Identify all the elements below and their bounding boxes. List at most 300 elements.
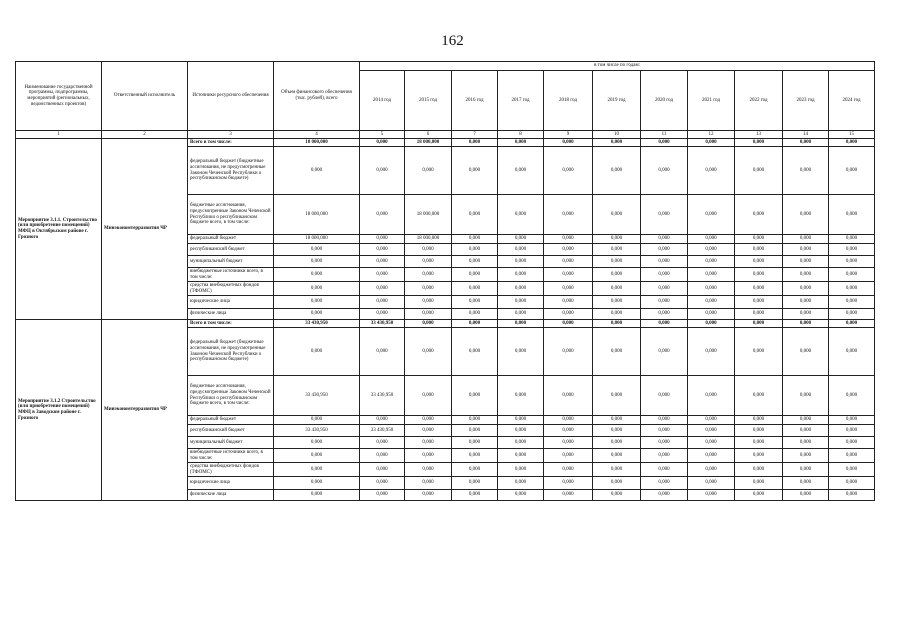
year-amount: 0,000 bbox=[405, 416, 452, 425]
year-amount: 0,000 bbox=[544, 425, 593, 437]
total-amount: 0,000 bbox=[274, 244, 360, 256]
year-amount: 0,000 bbox=[405, 376, 452, 416]
year-amount: 0,000 bbox=[783, 195, 829, 235]
year-amount: 0,000 bbox=[498, 376, 544, 416]
total-amount: 0,000 bbox=[274, 309, 360, 320]
year-amount: 0,000 bbox=[452, 309, 498, 320]
year-amount: 0,000 bbox=[735, 425, 783, 437]
year-amount: 0,000 bbox=[735, 244, 783, 256]
year-amount: 0,000 bbox=[783, 268, 829, 282]
year-amount: 0,000 bbox=[783, 139, 829, 147]
year-amount: 0,000 bbox=[544, 437, 593, 449]
total-amount: 18 000,000 bbox=[274, 235, 360, 244]
year-amount: 0,000 bbox=[783, 490, 829, 501]
financing-table bbox=[15, 61, 875, 501]
year-amount: 0,000 bbox=[735, 147, 783, 195]
header-year: 2017 год bbox=[498, 71, 544, 131]
year-amount: 0,000 bbox=[544, 416, 593, 425]
year-amount: 0,000 bbox=[735, 309, 783, 320]
header-year: 2023 год bbox=[783, 71, 829, 131]
funding-source: муниципальный бюджет bbox=[188, 437, 274, 449]
year-amount: 0,000 bbox=[829, 490, 875, 501]
year-amount: 0,000 bbox=[829, 139, 875, 147]
year-amount: 0,000 bbox=[783, 416, 829, 425]
year-amount: 0,000 bbox=[688, 296, 735, 309]
year-amount: 33 430,950 bbox=[360, 425, 405, 437]
year-amount: 0,000 bbox=[783, 244, 829, 256]
year-amount: 0,000 bbox=[544, 376, 593, 416]
year-amount: 0,000 bbox=[593, 425, 641, 437]
year-amount: 0,000 bbox=[405, 437, 452, 449]
year-amount: 0,000 bbox=[544, 320, 593, 328]
year-amount: 0,000 bbox=[360, 147, 405, 195]
year-amount: 0,000 bbox=[783, 477, 829, 490]
funding-source: Всего в том числе: bbox=[188, 320, 274, 328]
header-program: Наименование государственной программы, подпрограммы, мероприятий (региональных, ведомственных проектов) bbox=[16, 62, 102, 131]
year-amount: 0,000 bbox=[452, 296, 498, 309]
year-amount: 0,000 bbox=[829, 256, 875, 268]
year-amount: 0,000 bbox=[593, 244, 641, 256]
measure-name: Мероприятие 3.1.1. Строительство (или приобретение помещений) МФЦ в Октябрьском районе г. Грозного bbox=[16, 139, 102, 320]
year-amount: 0,000 bbox=[783, 147, 829, 195]
total-amount: 0,000 bbox=[274, 437, 360, 449]
year-amount: 0,000 bbox=[829, 437, 875, 449]
column-number: 2 bbox=[102, 131, 188, 139]
year-amount: 0,000 bbox=[452, 376, 498, 416]
year-amount: 0,000 bbox=[452, 235, 498, 244]
year-amount: 0,000 bbox=[641, 490, 688, 501]
year-amount: 0,000 bbox=[544, 282, 593, 296]
column-number: 9 bbox=[544, 131, 593, 139]
column-number: 8 bbox=[498, 131, 544, 139]
year-amount: 0,000 bbox=[360, 437, 405, 449]
year-amount: 0,000 bbox=[641, 282, 688, 296]
year-amount: 0,000 bbox=[593, 449, 641, 463]
year-amount: 0,000 bbox=[452, 463, 498, 477]
column-number: 4 bbox=[274, 131, 360, 139]
year-amount: 0,000 bbox=[829, 328, 875, 376]
year-amount: 0,000 bbox=[783, 309, 829, 320]
year-amount: 0,000 bbox=[544, 490, 593, 501]
year-amount: 0,000 bbox=[452, 437, 498, 449]
year-amount: 0,000 bbox=[360, 282, 405, 296]
page-number: 162 bbox=[441, 33, 464, 49]
year-amount: 0,000 bbox=[688, 235, 735, 244]
year-amount: 0,000 bbox=[783, 256, 829, 268]
year-amount: 0,000 bbox=[498, 309, 544, 320]
year-amount: 0,000 bbox=[688, 376, 735, 416]
year-amount: 0,000 bbox=[593, 195, 641, 235]
column-number: 13 bbox=[735, 131, 783, 139]
year-amount: 0,000 bbox=[688, 244, 735, 256]
year-amount: 0,000 bbox=[688, 195, 735, 235]
year-amount: 0,000 bbox=[641, 477, 688, 490]
funding-source: средства внебюджетных фондов (ТФОМС) bbox=[188, 282, 274, 296]
year-amount: 0,000 bbox=[360, 195, 405, 235]
year-amount: 0,000 bbox=[544, 477, 593, 490]
header-by-year: в том числе по годам: bbox=[360, 62, 875, 71]
year-amount: 0,000 bbox=[641, 244, 688, 256]
year-amount: 0,000 bbox=[360, 268, 405, 282]
header-numbers-row bbox=[16, 131, 875, 139]
year-amount: 0,000 bbox=[452, 449, 498, 463]
year-amount: 0,000 bbox=[593, 235, 641, 244]
year-amount: 0,000 bbox=[688, 268, 735, 282]
table-header bbox=[16, 62, 875, 139]
total-amount: 0,000 bbox=[274, 477, 360, 490]
year-amount: 0,000 bbox=[544, 256, 593, 268]
year-amount: 0,000 bbox=[783, 296, 829, 309]
column-number: 14 bbox=[783, 131, 829, 139]
year-amount: 0,000 bbox=[498, 477, 544, 490]
year-amount: 0,000 bbox=[452, 139, 498, 147]
year-amount: 0,000 bbox=[783, 376, 829, 416]
year-amount: 0,000 bbox=[544, 268, 593, 282]
year-amount: 0,000 bbox=[735, 376, 783, 416]
year-amount: 0,000 bbox=[360, 235, 405, 244]
year-amount: 0,000 bbox=[829, 147, 875, 195]
year-amount: 0,000 bbox=[641, 416, 688, 425]
year-amount: 0,000 bbox=[593, 416, 641, 425]
year-amount: 0,000 bbox=[829, 477, 875, 490]
year-amount: 0,000 bbox=[498, 490, 544, 501]
header-year: 2016 год bbox=[452, 71, 498, 131]
year-amount: 0,000 bbox=[688, 139, 735, 147]
year-amount: 0,000 bbox=[452, 425, 498, 437]
year-amount: 0,000 bbox=[360, 477, 405, 490]
year-amount: 0,000 bbox=[360, 244, 405, 256]
year-amount: 0,000 bbox=[498, 195, 544, 235]
header-sources: Источники ресурсного обеспечения bbox=[188, 62, 274, 131]
year-amount: 0,000 bbox=[360, 256, 405, 268]
year-amount: 0,000 bbox=[593, 139, 641, 147]
year-amount: 0,000 bbox=[783, 449, 829, 463]
year-amount: 0,000 bbox=[405, 296, 452, 309]
year-amount: 0,000 bbox=[452, 477, 498, 490]
funding-source: юридические лица bbox=[188, 296, 274, 309]
header-year: 2024 год bbox=[829, 71, 875, 131]
total-amount: 0,000 bbox=[274, 490, 360, 501]
year-amount: 0,000 bbox=[498, 416, 544, 425]
year-amount: 0,000 bbox=[360, 449, 405, 463]
year-amount: 0,000 bbox=[735, 328, 783, 376]
year-amount: 0,000 bbox=[829, 235, 875, 244]
total-amount: 33 430,950 bbox=[274, 425, 360, 437]
year-amount: 0,000 bbox=[405, 328, 452, 376]
funding-source: федеральный бюджет bbox=[188, 416, 274, 425]
year-amount: 0,000 bbox=[498, 328, 544, 376]
year-amount: 0,000 bbox=[688, 282, 735, 296]
year-amount: 0,000 bbox=[688, 256, 735, 268]
year-amount: 0,000 bbox=[593, 256, 641, 268]
responsible-executor: Минэкономтерразвития ЧР bbox=[102, 320, 188, 501]
year-amount: 0,000 bbox=[498, 437, 544, 449]
header-year: 2022 год bbox=[735, 71, 783, 131]
year-amount: 0,000 bbox=[544, 195, 593, 235]
year-amount: 0,000 bbox=[688, 328, 735, 376]
year-amount: 0,000 bbox=[641, 463, 688, 477]
funding-source: федеральный бюджет bbox=[188, 235, 274, 244]
year-amount: 0,000 bbox=[688, 463, 735, 477]
year-amount: 0,000 bbox=[498, 320, 544, 328]
year-amount: 0,000 bbox=[641, 309, 688, 320]
year-amount: 0,000 bbox=[735, 235, 783, 244]
year-amount: 0,000 bbox=[641, 425, 688, 437]
funding-source: республиканский бюджет bbox=[188, 244, 274, 256]
year-amount: 0,000 bbox=[544, 309, 593, 320]
year-amount: 0,000 bbox=[593, 268, 641, 282]
year-amount: 0,000 bbox=[829, 282, 875, 296]
funding-source: федеральный бюджет (бюджетные ассигнования, не предусмотренные Законом Чеченской Республики о республиканском бюджете) bbox=[188, 328, 274, 376]
year-amount: 0,000 bbox=[641, 320, 688, 328]
year-amount: 0,000 bbox=[452, 195, 498, 235]
year-amount: 0,000 bbox=[829, 376, 875, 416]
year-amount: 0,000 bbox=[498, 282, 544, 296]
year-amount: 0,000 bbox=[688, 309, 735, 320]
year-amount: 0,000 bbox=[641, 376, 688, 416]
year-amount: 0,000 bbox=[452, 320, 498, 328]
funding-source: внебюджетные источники всего, в том числе: bbox=[188, 449, 274, 463]
year-amount: 0,000 bbox=[360, 416, 405, 425]
year-amount: 0,000 bbox=[360, 139, 405, 147]
year-amount: 0,000 bbox=[829, 463, 875, 477]
year-amount: 0,000 bbox=[405, 449, 452, 463]
year-amount: 0,000 bbox=[783, 235, 829, 244]
year-amount: 0,000 bbox=[498, 296, 544, 309]
year-amount: 0,000 bbox=[405, 309, 452, 320]
year-amount: 0,000 bbox=[641, 195, 688, 235]
year-amount: 0,000 bbox=[735, 490, 783, 501]
year-amount: 33 430,950 bbox=[360, 376, 405, 416]
table-body bbox=[16, 139, 875, 501]
year-amount: 0,000 bbox=[360, 463, 405, 477]
year-amount: 0,000 bbox=[544, 449, 593, 463]
total-amount: 18 000,000 bbox=[274, 139, 360, 147]
year-amount: 0,000 bbox=[593, 376, 641, 416]
year-amount: 0,000 bbox=[735, 296, 783, 309]
header-year: 2020 год bbox=[641, 71, 688, 131]
year-amount: 0,000 bbox=[688, 425, 735, 437]
year-amount: 0,000 bbox=[593, 437, 641, 449]
funding-source: внебюджетные источники всего, в том числе: bbox=[188, 268, 274, 282]
total-amount: 0,000 bbox=[274, 147, 360, 195]
year-amount: 0,000 bbox=[405, 282, 452, 296]
year-amount: 0,000 bbox=[405, 490, 452, 501]
year-amount: 0,000 bbox=[544, 244, 593, 256]
year-amount: 0,000 bbox=[688, 477, 735, 490]
table-row bbox=[16, 139, 875, 147]
year-amount: 18 000,000 bbox=[405, 195, 452, 235]
year-amount: 0,000 bbox=[829, 425, 875, 437]
funding-source: средства внебюджетных фондов (ТФОМС) bbox=[188, 463, 274, 477]
total-amount: 0,000 bbox=[274, 449, 360, 463]
total-amount: 0,000 bbox=[274, 296, 360, 309]
total-amount: 0,000 bbox=[274, 463, 360, 477]
year-amount: 0,000 bbox=[641, 437, 688, 449]
year-amount: 0,000 bbox=[498, 425, 544, 437]
header-year: 2019 год bbox=[593, 71, 641, 131]
year-amount: 0,000 bbox=[452, 328, 498, 376]
year-amount: 0,000 bbox=[544, 296, 593, 309]
year-amount: 0,000 bbox=[783, 328, 829, 376]
year-amount: 0,000 bbox=[452, 268, 498, 282]
column-number: 7 bbox=[452, 131, 498, 139]
year-amount: 0,000 bbox=[544, 328, 593, 376]
year-amount: 0,000 bbox=[593, 147, 641, 195]
year-amount: 0,000 bbox=[452, 282, 498, 296]
column-number: 1 bbox=[16, 131, 102, 139]
year-amount: 0,000 bbox=[498, 256, 544, 268]
funding-source: юридические лица bbox=[188, 477, 274, 490]
funding-source: физические лица bbox=[188, 309, 274, 320]
year-amount: 0,000 bbox=[641, 139, 688, 147]
column-number: 12 bbox=[688, 131, 735, 139]
year-amount: 0,000 bbox=[405, 147, 452, 195]
measure-name: Мероприятие 3.1.2 Строительство (или приобретение помещений) МФЦ в Заводском районе г. Грозного bbox=[16, 320, 102, 501]
year-amount: 0,000 bbox=[641, 235, 688, 244]
year-amount: 0,000 bbox=[688, 416, 735, 425]
year-amount: 0,000 bbox=[544, 463, 593, 477]
year-amount: 18 000,000 bbox=[405, 235, 452, 244]
column-number: 5 bbox=[360, 131, 405, 139]
funding-source: республиканский бюджет bbox=[188, 425, 274, 437]
year-amount: 0,000 bbox=[641, 147, 688, 195]
year-amount: 0,000 bbox=[452, 256, 498, 268]
total-amount: 0,000 bbox=[274, 416, 360, 425]
year-amount: 0,000 bbox=[829, 309, 875, 320]
header-year: 2018 год bbox=[544, 71, 593, 131]
column-number: 3 bbox=[188, 131, 274, 139]
year-amount: 0,000 bbox=[498, 139, 544, 147]
year-amount: 0,000 bbox=[783, 282, 829, 296]
year-amount: 0,000 bbox=[405, 268, 452, 282]
year-amount: 0,000 bbox=[405, 320, 452, 328]
table-row bbox=[16, 320, 875, 328]
year-amount: 0,000 bbox=[688, 320, 735, 328]
year-amount: 0,000 bbox=[829, 296, 875, 309]
year-amount: 0,000 bbox=[405, 256, 452, 268]
column-number: 11 bbox=[641, 131, 688, 139]
year-amount: 0,000 bbox=[829, 195, 875, 235]
total-amount: 33 430,950 bbox=[274, 376, 360, 416]
year-amount: 18 000,000 bbox=[405, 139, 452, 147]
year-amount: 0,000 bbox=[735, 139, 783, 147]
year-amount: 0,000 bbox=[829, 268, 875, 282]
year-amount: 0,000 bbox=[544, 147, 593, 195]
total-amount: 0,000 bbox=[274, 328, 360, 376]
year-amount: 0,000 bbox=[593, 490, 641, 501]
year-amount: 0,000 bbox=[452, 490, 498, 501]
header-year: 2021 год bbox=[688, 71, 735, 131]
year-amount: 0,000 bbox=[498, 268, 544, 282]
funding-source: Всего в том числе: bbox=[188, 139, 274, 147]
total-amount: 0,000 bbox=[274, 268, 360, 282]
funding-source: бюджетные ассигнования, предусмотренные Законом Чеченской Республики о республиканском бюджете всего, в том числе: bbox=[188, 195, 274, 235]
year-amount: 33 430,950 bbox=[360, 320, 405, 328]
year-amount: 0,000 bbox=[452, 416, 498, 425]
total-amount: 0,000 bbox=[274, 256, 360, 268]
year-amount: 0,000 bbox=[641, 256, 688, 268]
year-amount: 0,000 bbox=[593, 328, 641, 376]
year-amount: 0,000 bbox=[783, 463, 829, 477]
year-amount: 0,000 bbox=[593, 463, 641, 477]
total-amount: 0,000 bbox=[274, 282, 360, 296]
year-amount: 0,000 bbox=[544, 235, 593, 244]
year-amount: 0,000 bbox=[688, 147, 735, 195]
column-number: 15 bbox=[829, 131, 875, 139]
total-amount: 18 000,000 bbox=[274, 195, 360, 235]
year-amount: 0,000 bbox=[452, 147, 498, 195]
column-number: 6 bbox=[405, 131, 452, 139]
year-amount: 0,000 bbox=[405, 425, 452, 437]
year-amount: 0,000 bbox=[688, 490, 735, 501]
funding-source: федеральный бюджет (бюджетные ассигнования, не предусмотренные Законом Чеченской Республики о республиканском бюджете) bbox=[188, 147, 274, 195]
header-year: 2014 год bbox=[360, 71, 405, 131]
year-amount: 0,000 bbox=[360, 309, 405, 320]
year-amount: 0,000 bbox=[735, 463, 783, 477]
header-year: 2015 год bbox=[405, 71, 452, 131]
year-amount: 0,000 bbox=[735, 195, 783, 235]
year-amount: 0,000 bbox=[405, 463, 452, 477]
column-number: 10 bbox=[593, 131, 641, 139]
total-amount: 33 430,950 bbox=[274, 320, 360, 328]
year-amount: 0,000 bbox=[593, 320, 641, 328]
header-total: Объем финансового обеспечения (тыс. рублей), всего bbox=[274, 62, 360, 131]
funding-source: физические лица bbox=[188, 490, 274, 501]
year-amount: 0,000 bbox=[641, 328, 688, 376]
year-amount: 0,000 bbox=[783, 425, 829, 437]
year-amount: 0,000 bbox=[593, 477, 641, 490]
year-amount: 0,000 bbox=[405, 244, 452, 256]
responsible-executor: Минэкономтерразвития ЧР bbox=[102, 139, 188, 320]
year-amount: 0,000 bbox=[593, 309, 641, 320]
year-amount: 0,000 bbox=[829, 416, 875, 425]
funding-source: муниципальный бюджет bbox=[188, 256, 274, 268]
year-amount: 0,000 bbox=[688, 449, 735, 463]
year-amount: 0,000 bbox=[735, 477, 783, 490]
year-amount: 0,000 bbox=[735, 282, 783, 296]
year-amount: 0,000 bbox=[498, 235, 544, 244]
year-amount: 0,000 bbox=[593, 296, 641, 309]
year-amount: 0,000 bbox=[641, 449, 688, 463]
year-amount: 0,000 bbox=[544, 139, 593, 147]
header-executor: Ответственный исполнитель bbox=[102, 62, 188, 131]
year-amount: 0,000 bbox=[735, 449, 783, 463]
year-amount: 0,000 bbox=[360, 328, 405, 376]
funding-source: бюджетные ассигнования, предусмотренные Законом Чеченской Республики о республиканском бюджете всего, в том числе: bbox=[188, 376, 274, 416]
year-amount: 0,000 bbox=[735, 256, 783, 268]
year-amount: 0,000 bbox=[735, 320, 783, 328]
year-amount: 0,000 bbox=[829, 320, 875, 328]
year-amount: 0,000 bbox=[829, 449, 875, 463]
year-amount: 0,000 bbox=[688, 437, 735, 449]
year-amount: 0,000 bbox=[783, 437, 829, 449]
year-amount: 0,000 bbox=[641, 296, 688, 309]
year-amount: 0,000 bbox=[593, 282, 641, 296]
year-amount: 0,000 bbox=[735, 416, 783, 425]
year-amount: 0,000 bbox=[360, 490, 405, 501]
year-amount: 0,000 bbox=[498, 463, 544, 477]
year-amount: 0,000 bbox=[641, 268, 688, 282]
year-amount: 0,000 bbox=[498, 449, 544, 463]
year-amount: 0,000 bbox=[452, 244, 498, 256]
year-amount: 0,000 bbox=[498, 244, 544, 256]
year-amount: 0,000 bbox=[735, 268, 783, 282]
year-amount: 0,000 bbox=[405, 477, 452, 490]
year-amount: 0,000 bbox=[783, 320, 829, 328]
year-amount: 0,000 bbox=[498, 147, 544, 195]
year-amount: 0,000 bbox=[829, 244, 875, 256]
